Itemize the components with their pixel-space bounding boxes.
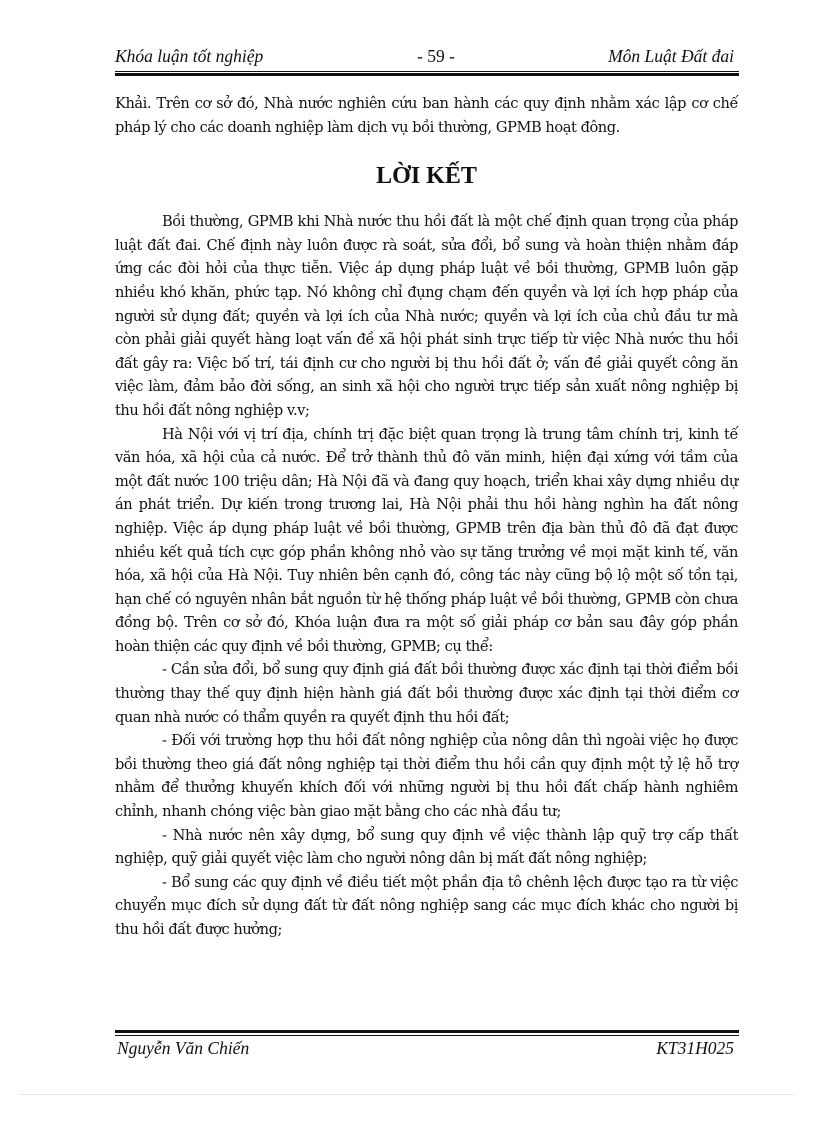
footer-student-code: KT31H025 bbox=[656, 1038, 734, 1058]
footer-rule-thick bbox=[115, 1030, 739, 1033]
header-subject-label: Môn Luật Đất đai bbox=[608, 46, 734, 66]
page-header bbox=[115, 46, 738, 70]
list-item: - Nhà nước nên xây dựng, bổ sung quy định về việc thành lập quỹ trợ cấp thất nghiệp, quỹ giải quyết việc làm cho người nông dân bị mất đất nông nghiệp; bbox=[115, 826, 738, 868]
body-content bbox=[115, 92, 738, 942]
intro-paragraph: Khải. Trên cơ sở đó, Nhà nước nghiên cứu ban hành các quy định nhằm xác lập cơ chế pháp lý cho các doanh nghiệp làm dịch vụ bồi thường, GPMB hoạt đông. bbox=[115, 95, 738, 136]
paragraph: Hà Nội với vị trí địa, chính trị đặc biệt quan trọng là trung tâm chính trị, kinh tế văn hóa, xã hội của cả nước. Để trở thành thủ đô văn minh, hiện đại xứng với tầm của một đất nước 100 triệu dân; Hà Nội đã và đang quy hoạch, triển khai xây dựng nhiều dự án phát triển. Dự kiến trong trương lai, Hà Nội phải thu hồi hàng nghìn ha đất nông nghiệp. Việc áp dụng pháp luật về bồi thường, GPMB trên địa bàn thủ đô đã đạt được nhiều kết quả tích cực góp phần không nhỏ vào sự tăng trưởng về mọi mặt kinh tế, văn hóa, xã hội của Hà Nội. Tuy nhiên bên cạnh đó, công tác này cũng bộ lộ một số tồn tại, hạn chế có nguyên nhân bắt nguồn từ hệ thống pháp luật về bồi thường, GPMB còn chưa đồng bộ. Trên cơ sở đó, Khóa luận đưa ra một số giải pháp cơ bản sau đây góp phần hoàn thiện các quy định về bồi thường, GPMB; cụ thể: bbox=[115, 425, 738, 655]
list-item: - Bổ sung các quy định về điều tiết một phần địa tô chênh lệch được tạo ra từ việc chuyển mục đích sử dụng đất từ đất nông nghiệp sang các mục đích khác cho người bị thu hồi đất được hưởng; bbox=[115, 873, 738, 938]
page-bottom-divider bbox=[20, 1094, 796, 1095]
header-rule-thick bbox=[115, 73, 739, 76]
list-item: - Đối với trường hợp thu hồi đất nông nghiệp của nông dân thì ngoài việc họ được bồi thường theo giá đất nông nghiệp tại thời điểm thu hồi cần quy định một tỷ lệ hỗ trợ nhằm để thưởng khuyến khích đối với những người bị thu hồi đất chấp hành nghiêm chỉnh, nhanh chóng việc bàn giao mặt bằng cho các nhà đầu tư; bbox=[115, 732, 738, 821]
header-rule-thin bbox=[115, 71, 739, 72]
page-number: - 59 - bbox=[417, 46, 455, 66]
list-item: - Cần sửa đổi, bổ sung quy định giá đất bồi thường được xác định tại thời điểm bồi thường thay thế quy định hiện hành giá đất bồi thường được xác định tại thời điểm cơ quan nhà nước có thẩm quyền ra quyết định thu hồi đất; bbox=[115, 661, 738, 726]
paragraph: Bồi thường, GPMB khi Nhà nước thu hồi đất là một chế định quan trọng của pháp luật đất đai. Chế định này luôn được rà soát, sửa đổi, bổ sung và hoàn thiện nhằm đáp ứng các đòi hỏi của thực tiễn. Việc áp dụng pháp luật về bồi thường, GPMB luôn gặp nhiều khó khăn, phức tạp. Nó không chỉ đụng chạm đến quyền và lợi ích hợp pháp của người sử dụng đất; quyền và lợi ích của Nhà nước; quyền và lợi ích của chủ đầu tư mà còn phải giải quyết hàng loạt vấn đề xã hội phát sinh trực tiếp từ việc Nhà nước thu hồi đất gây ra: Việc bố trí, tái định cư cho người bị thu hồi đất ở; vấn đề giải quyết công ăn việc làm, đảm bảo đời sống, an sinh xã hội cho người trực tiếp sản xuất nông nghiệp bị thu hồi đất nông nghiệp v.v; bbox=[115, 213, 738, 419]
footer-rule-thin bbox=[115, 1035, 739, 1036]
footer-author: Nguyễn Văn Chiến bbox=[117, 1038, 250, 1058]
section-title: LỜI KẾT bbox=[376, 163, 477, 190]
header-thesis-label: Khóa luận tốt nghiệp bbox=[115, 46, 264, 66]
page-footer bbox=[115, 1038, 738, 1062]
